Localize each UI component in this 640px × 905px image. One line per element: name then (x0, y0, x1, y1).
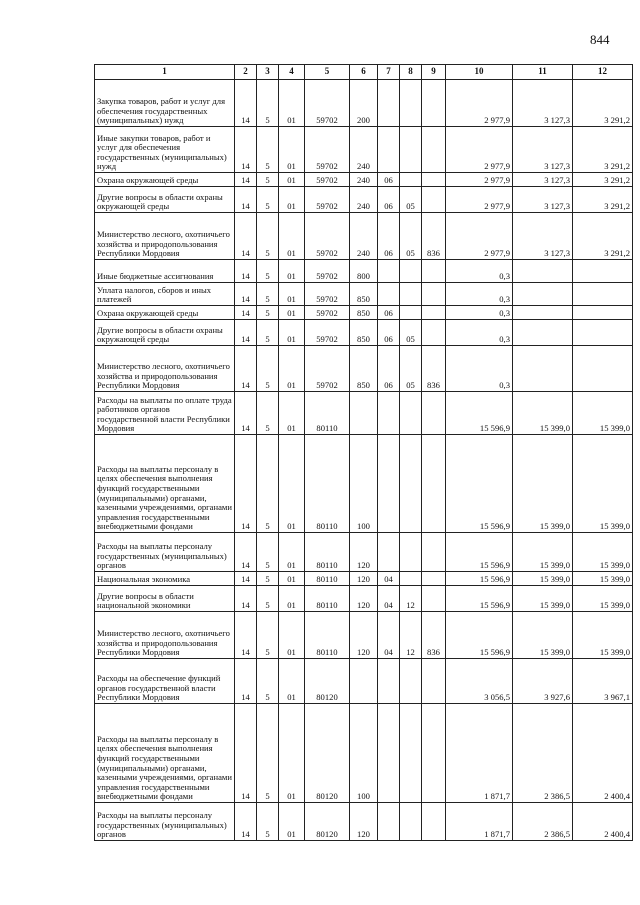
cell-col-8 (400, 306, 422, 320)
row-description: Иные закупки товаров, работ и услуг для обеспечения государственных (муниципальных) нужд (95, 127, 235, 173)
cell-col-7 (378, 283, 400, 306)
row-description: Национальная экономика (95, 572, 235, 586)
column-header-7: 7 (378, 65, 400, 80)
cell-col-6: 850 (350, 306, 378, 320)
cell-col-3: 5 (257, 704, 279, 803)
cell-col-8 (400, 173, 422, 187)
cell-col-11 (513, 283, 573, 306)
cell-col-10: 15 596,9 (446, 533, 513, 572)
cell-col-2: 14 (235, 320, 257, 346)
row-description: Расходы на обеспечение функций органов государственной власти Республики Мордовия (95, 659, 235, 704)
table-row (95, 586, 633, 612)
row-description: Расходы на выплаты персоналу государственных (муниципальных) органов (95, 803, 235, 841)
row-description: Расходы на выплаты персоналу в целях обеспечения выполнения функций государственными (муниципальными) органами, казенными учреждениями, органами управления государственными внебюджетными фондами (95, 435, 235, 533)
cell-col-9 (422, 533, 446, 572)
cell-col-11: 3 927,6 (513, 659, 573, 704)
cell-col-5: 80120 (305, 803, 350, 841)
cell-col-5: 59702 (305, 213, 350, 260)
cell-col-5: 80110 (305, 572, 350, 586)
cell-col-2: 14 (235, 533, 257, 572)
cell-col-12 (573, 283, 633, 306)
cell-col-5: 59702 (305, 127, 350, 173)
cell-col-4: 01 (279, 213, 305, 260)
cell-col-9 (422, 187, 446, 213)
cell-col-3: 5 (257, 306, 279, 320)
cell-col-3: 5 (257, 346, 279, 392)
row-description: Расходы на выплаты персоналу государственных (муниципальных) органов (95, 533, 235, 572)
cell-col-6: 240 (350, 127, 378, 173)
cell-col-5: 80110 (305, 392, 350, 435)
cell-col-11 (513, 346, 573, 392)
cell-col-4: 01 (279, 704, 305, 803)
cell-col-2: 14 (235, 612, 257, 659)
table-row (95, 283, 633, 306)
cell-col-7 (378, 260, 400, 283)
cell-col-9: 836 (422, 346, 446, 392)
cell-col-9 (422, 306, 446, 320)
cell-col-2: 14 (235, 803, 257, 841)
column-header-4: 4 (279, 65, 305, 80)
cell-col-6: 850 (350, 346, 378, 392)
cell-col-11: 3 127,3 (513, 187, 573, 213)
column-header-6: 6 (350, 65, 378, 80)
column-header-1: 1 (95, 65, 235, 80)
cell-col-3: 5 (257, 612, 279, 659)
cell-col-6: 850 (350, 283, 378, 306)
cell-col-6: 120 (350, 612, 378, 659)
cell-col-4: 01 (279, 572, 305, 586)
cell-col-6: 800 (350, 260, 378, 283)
page-number: 844 (590, 32, 610, 47)
cell-col-9 (422, 283, 446, 306)
cell-col-10: 3 056,5 (446, 659, 513, 704)
table-row (95, 659, 633, 704)
table-row (95, 306, 633, 320)
column-header-2: 2 (235, 65, 257, 80)
cell-col-11: 15 399,0 (513, 612, 573, 659)
cell-col-2: 14 (235, 127, 257, 173)
cell-col-6: 100 (350, 435, 378, 533)
cell-col-12 (573, 346, 633, 392)
row-description: Закупка товаров, работ и услуг для обеспечения государственных (муниципальных) нужд (95, 80, 235, 127)
row-description: Министерство лесного, охотничьего хозяйства и природопользования Республики Мордовия (95, 612, 235, 659)
cell-col-2: 14 (235, 80, 257, 127)
cell-col-11: 15 399,0 (513, 435, 573, 533)
cell-col-4: 01 (279, 320, 305, 346)
cell-col-7: 06 (378, 306, 400, 320)
cell-col-5: 59702 (305, 320, 350, 346)
cell-col-2: 14 (235, 213, 257, 260)
cell-col-6: 120 (350, 533, 378, 572)
cell-col-8: 05 (400, 346, 422, 392)
cell-col-5: 80120 (305, 704, 350, 803)
cell-col-12: 15 399,0 (573, 435, 633, 533)
table-row (95, 260, 633, 283)
cell-col-3: 5 (257, 320, 279, 346)
cell-col-3: 5 (257, 392, 279, 435)
cell-col-9 (422, 320, 446, 346)
cell-col-9 (422, 572, 446, 586)
cell-col-6: 120 (350, 586, 378, 612)
cell-col-4: 01 (279, 283, 305, 306)
cell-col-2: 14 (235, 187, 257, 213)
row-description: Расходы на выплаты по оплате труда работников органов государственной власти Республики Мордовия (95, 392, 235, 435)
table-row (95, 187, 633, 213)
cell-col-12: 3 967,1 (573, 659, 633, 704)
cell-col-2: 14 (235, 704, 257, 803)
cell-col-3: 5 (257, 435, 279, 533)
cell-col-7 (378, 659, 400, 704)
cell-col-2: 14 (235, 306, 257, 320)
cell-col-7: 06 (378, 320, 400, 346)
budget-table (94, 64, 633, 841)
cell-col-5: 80110 (305, 533, 350, 572)
table-row (95, 803, 633, 841)
cell-col-10: 0,3 (446, 260, 513, 283)
cell-col-10: 0,3 (446, 283, 513, 306)
cell-col-9 (422, 173, 446, 187)
cell-col-7: 06 (378, 346, 400, 392)
cell-col-4: 01 (279, 435, 305, 533)
cell-col-9 (422, 260, 446, 283)
cell-col-11 (513, 260, 573, 283)
cell-col-9 (422, 80, 446, 127)
cell-col-10: 0,3 (446, 320, 513, 346)
cell-col-4: 01 (279, 173, 305, 187)
cell-col-12: 2 400,4 (573, 803, 633, 841)
table-row (95, 392, 633, 435)
cell-col-7 (378, 435, 400, 533)
cell-col-10: 0,3 (446, 306, 513, 320)
cell-col-8 (400, 659, 422, 704)
cell-col-8 (400, 533, 422, 572)
cell-col-2: 14 (235, 392, 257, 435)
cell-col-7: 04 (378, 586, 400, 612)
cell-col-3: 5 (257, 572, 279, 586)
table-row (95, 435, 633, 533)
cell-col-7 (378, 704, 400, 803)
cell-col-10: 15 596,9 (446, 572, 513, 586)
cell-col-11 (513, 320, 573, 346)
cell-col-6: 240 (350, 173, 378, 187)
cell-col-8: 05 (400, 320, 422, 346)
cell-col-5: 80120 (305, 659, 350, 704)
cell-col-2: 14 (235, 659, 257, 704)
cell-col-5: 59702 (305, 80, 350, 127)
cell-col-4: 01 (279, 346, 305, 392)
table-row (95, 173, 633, 187)
cell-col-3: 5 (257, 586, 279, 612)
cell-col-12: 15 399,0 (573, 586, 633, 612)
cell-col-6: 120 (350, 803, 378, 841)
column-header-12: 12 (573, 65, 633, 80)
cell-col-4: 01 (279, 260, 305, 283)
cell-col-6: 240 (350, 213, 378, 260)
cell-col-10: 15 596,9 (446, 435, 513, 533)
cell-col-11 (513, 306, 573, 320)
row-description: Иные бюджетные ассигнования (95, 260, 235, 283)
cell-col-11: 3 127,3 (513, 127, 573, 173)
cell-col-10: 1 871,7 (446, 704, 513, 803)
cell-col-8 (400, 127, 422, 173)
cell-col-7: 06 (378, 213, 400, 260)
cell-col-4: 01 (279, 803, 305, 841)
cell-col-8: 12 (400, 586, 422, 612)
row-description: Министерство лесного, охотничьего хозяйства и природопользования Республики Мордовия (95, 213, 235, 260)
cell-col-12 (573, 260, 633, 283)
cell-col-9 (422, 392, 446, 435)
cell-col-2: 14 (235, 260, 257, 283)
cell-col-4: 01 (279, 659, 305, 704)
column-header-11: 11 (513, 65, 573, 80)
cell-col-4: 01 (279, 80, 305, 127)
cell-col-3: 5 (257, 127, 279, 173)
cell-col-9 (422, 704, 446, 803)
cell-col-12: 3 291,2 (573, 173, 633, 187)
cell-col-10: 0,3 (446, 346, 513, 392)
row-description: Расходы на выплаты персоналу в целях обеспечения выполнения функций государственными (муниципальными) органами, казенными учреждениями, органами управления государственными внебюджетными фондами (95, 704, 235, 803)
cell-col-4: 01 (279, 306, 305, 320)
cell-col-7 (378, 80, 400, 127)
cell-col-8 (400, 283, 422, 306)
cell-col-3: 5 (257, 533, 279, 572)
cell-col-10: 2 977,9 (446, 187, 513, 213)
cell-col-11: 3 127,3 (513, 213, 573, 260)
cell-col-11: 15 399,0 (513, 586, 573, 612)
table-row (95, 127, 633, 173)
cell-col-3: 5 (257, 659, 279, 704)
cell-col-6 (350, 392, 378, 435)
cell-col-3: 5 (257, 80, 279, 127)
cell-col-8: 05 (400, 187, 422, 213)
cell-col-12: 2 400,4 (573, 704, 633, 803)
table-row (95, 572, 633, 586)
cell-col-12: 15 399,0 (573, 612, 633, 659)
cell-col-12: 3 291,2 (573, 80, 633, 127)
cell-col-3: 5 (257, 260, 279, 283)
cell-col-5: 59702 (305, 306, 350, 320)
cell-col-7: 06 (378, 187, 400, 213)
cell-col-6: 200 (350, 80, 378, 127)
cell-col-3: 5 (257, 187, 279, 213)
cell-col-9: 836 (422, 213, 446, 260)
cell-col-2: 14 (235, 346, 257, 392)
cell-col-9 (422, 659, 446, 704)
table-row (95, 533, 633, 572)
cell-col-5: 59702 (305, 187, 350, 213)
cell-col-11: 15 399,0 (513, 572, 573, 586)
cell-col-12: 15 399,0 (573, 392, 633, 435)
cell-col-11: 2 386,5 (513, 704, 573, 803)
row-description: Охрана окружающей среды (95, 173, 235, 187)
header-row (95, 65, 633, 80)
table-row (95, 80, 633, 127)
cell-col-6: 100 (350, 704, 378, 803)
cell-col-5: 80110 (305, 435, 350, 533)
column-header-3: 3 (257, 65, 279, 80)
cell-col-4: 01 (279, 392, 305, 435)
column-header-5: 5 (305, 65, 350, 80)
cell-col-11: 3 127,3 (513, 173, 573, 187)
cell-col-9 (422, 803, 446, 841)
cell-col-10: 2 977,9 (446, 127, 513, 173)
cell-col-2: 14 (235, 572, 257, 586)
cell-col-9 (422, 586, 446, 612)
cell-col-6: 240 (350, 187, 378, 213)
cell-col-10: 15 596,9 (446, 612, 513, 659)
cell-col-11: 15 399,0 (513, 392, 573, 435)
cell-col-11: 3 127,3 (513, 80, 573, 127)
table-row (95, 346, 633, 392)
cell-col-10: 15 596,9 (446, 586, 513, 612)
cell-col-7: 04 (378, 572, 400, 586)
table-row (95, 320, 633, 346)
row-description: Уплата налогов, сборов и иных платежей (95, 283, 235, 306)
cell-col-2: 14 (235, 283, 257, 306)
column-header-8: 8 (400, 65, 422, 80)
row-description: Министерство лесного, охотничьего хозяйства и природопользования Республики Мордовия (95, 346, 235, 392)
table-row (95, 213, 633, 260)
cell-col-7 (378, 392, 400, 435)
cell-col-7: 04 (378, 612, 400, 659)
cell-col-3: 5 (257, 803, 279, 841)
cell-col-4: 01 (279, 612, 305, 659)
cell-col-12: 15 399,0 (573, 533, 633, 572)
cell-col-10: 2 977,9 (446, 173, 513, 187)
cell-col-7 (378, 127, 400, 173)
cell-col-8 (400, 80, 422, 127)
cell-col-8 (400, 435, 422, 533)
column-header-9: 9 (422, 65, 446, 80)
row-description: Другие вопросы в области охраны окружающей среды (95, 187, 235, 213)
table-row (95, 704, 633, 803)
cell-col-10: 2 977,9 (446, 213, 513, 260)
cell-col-2: 14 (235, 586, 257, 612)
cell-col-8: 05 (400, 213, 422, 260)
row-description: Охрана окружающей среды (95, 306, 235, 320)
cell-col-8: 12 (400, 612, 422, 659)
cell-col-5: 80110 (305, 586, 350, 612)
cell-col-12: 3 291,2 (573, 127, 633, 173)
cell-col-8 (400, 572, 422, 586)
cell-col-12: 3 291,2 (573, 213, 633, 260)
cell-col-9 (422, 127, 446, 173)
cell-col-8 (400, 704, 422, 803)
cell-col-8 (400, 803, 422, 841)
cell-col-6: 850 (350, 320, 378, 346)
cell-col-4: 01 (279, 127, 305, 173)
cell-col-5: 59702 (305, 260, 350, 283)
cell-col-3: 5 (257, 213, 279, 260)
cell-col-12: 15 399,0 (573, 572, 633, 586)
row-description: Другие вопросы в области национальной экономики (95, 586, 235, 612)
cell-col-9 (422, 435, 446, 533)
cell-col-12 (573, 306, 633, 320)
row-description: Другие вопросы в области охраны окружающей среды (95, 320, 235, 346)
cell-col-3: 5 (257, 173, 279, 187)
cell-col-4: 01 (279, 586, 305, 612)
cell-col-4: 01 (279, 533, 305, 572)
cell-col-4: 01 (279, 187, 305, 213)
table-body (95, 80, 633, 841)
cell-col-5: 80110 (305, 612, 350, 659)
cell-col-10: 15 596,9 (446, 392, 513, 435)
cell-col-5: 59702 (305, 346, 350, 392)
cell-col-12: 3 291,2 (573, 187, 633, 213)
cell-col-6: 120 (350, 572, 378, 586)
cell-col-8 (400, 392, 422, 435)
cell-col-12 (573, 320, 633, 346)
cell-col-2: 14 (235, 173, 257, 187)
cell-col-7 (378, 803, 400, 841)
cell-col-5: 59702 (305, 173, 350, 187)
cell-col-11: 2 386,5 (513, 803, 573, 841)
cell-col-10: 2 977,9 (446, 80, 513, 127)
cell-col-6 (350, 659, 378, 704)
cell-col-5: 59702 (305, 283, 350, 306)
column-header-10: 10 (446, 65, 513, 80)
cell-col-7: 06 (378, 173, 400, 187)
table-row (95, 612, 633, 659)
cell-col-10: 1 871,7 (446, 803, 513, 841)
cell-col-9: 836 (422, 612, 446, 659)
cell-col-2: 14 (235, 435, 257, 533)
cell-col-3: 5 (257, 283, 279, 306)
cell-col-11: 15 399,0 (513, 533, 573, 572)
cell-col-7 (378, 533, 400, 572)
cell-col-8 (400, 260, 422, 283)
